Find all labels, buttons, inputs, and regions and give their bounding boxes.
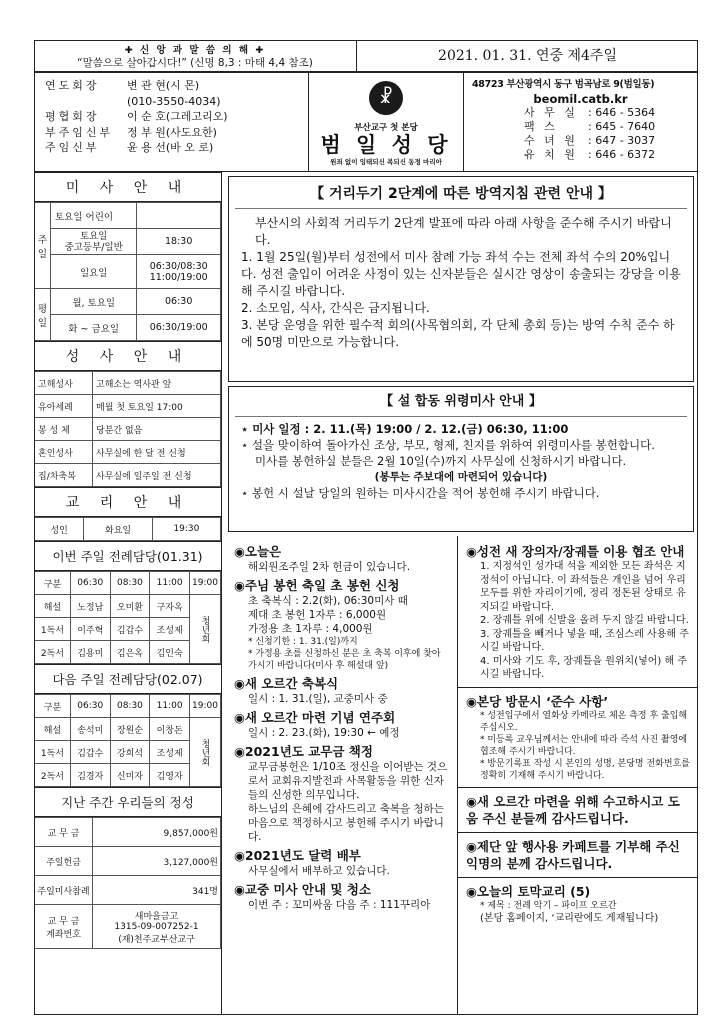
duty-cell: 해설 (35, 595, 71, 618)
contact-value: : 645 - 7640 (588, 120, 656, 133)
duty-cell: 장원순 (110, 718, 150, 741)
notice-heading: ◉교중 미사 안내 및 청소 (234, 882, 371, 897)
youth-group: 청년회 (190, 718, 221, 787)
slogan-title: ✚ 신 앙 과 말 씀 의 해 ✚ (124, 45, 266, 56)
logo-subtitle: 부산교구 첫 본당 (354, 123, 418, 133)
catechism-day: 화요일 (84, 518, 153, 541)
staff-role: 연도회장 (45, 79, 100, 92)
sacrament-info: 매월 첫 토요일 17:00 (93, 395, 221, 418)
offering-value: 341명 (93, 876, 221, 905)
contact-value: : 646 - 6372 (588, 148, 656, 161)
duty-header: 08:30 (110, 572, 150, 595)
contact-key: 팩 스 (524, 120, 558, 133)
mass-time: 18:30 (137, 229, 221, 255)
staff-role: 주임신부 (45, 141, 100, 154)
staff-name: 변 관 현(시 몬) (127, 79, 200, 92)
notice-line: * 신청기한 : 1. 31.(일)까지 (248, 637, 358, 647)
notice-line: 가정용 초 1자루 : 4,000원 (248, 623, 373, 635)
duty-cell: 조성제 (150, 741, 190, 764)
account-key: 교 무 금 계좌번호 (35, 905, 93, 949)
duty-cell: 김갑수 (110, 618, 150, 641)
mass-day: 화 ~ 금요일 (51, 315, 137, 341)
duty-cell: 신미자 (110, 764, 150, 787)
distancing-title: 【 거리두기 2단계에 따른 방역지침 관련 안내 】 (235, 183, 687, 209)
duty-header: 구분 (35, 572, 71, 595)
notice-heading: ◉주님 봉헌 축일 초 봉헌 신청 (234, 578, 400, 593)
catechism-time: 19:30 (152, 518, 220, 541)
mass-title: 미 사 안 내 (34, 172, 221, 202)
notice-heading: ◉새 오르간 마련을 위해 수고하시고 도움 주신 분들께 감사드립니다. (466, 793, 680, 826)
notice-line: 4. 미사와 기도 후, 장궤틀을 원위치(넣어) 해 주시길 바랍니다. (480, 655, 687, 680)
staff-name: 윤 용 선(바 오 로) (127, 141, 214, 154)
notice-line: 사무실에서 배부하고 있습니다. (248, 865, 390, 877)
notice-line: * 미등록 교우님께서는 안내에 따라 즉석 사진 촬영에 협조해 주시기 바랍니다. (480, 734, 688, 757)
account-line: 새마을금고 (134, 911, 179, 922)
notice-line: 3. 장궤틀을 빼거나 넣을 때, 조심스레 사용해 주시길 바랍니다. (480, 628, 689, 653)
notice-line: * 성전입구에서 열화상 카메라로 체온 측정 후 출입해 주십시오. (480, 710, 688, 733)
offering-key: 주일헌금 (35, 847, 93, 876)
chi-rho-emblem-icon: ☧ (369, 81, 403, 115)
duty-cell: 해설 (35, 718, 71, 741)
mass-day: 월, 토요일 (51, 289, 137, 315)
duty-cell: 송석미 (70, 718, 110, 741)
notice-line: 일시 : 1. 31.(일), 교중미사 중 (248, 693, 388, 705)
notice-heading: ◉오늘은 (234, 544, 282, 559)
contact-value: : 646 - 5364 (588, 106, 656, 119)
notice-heading: ◉2021년도 달력 배부 (234, 848, 361, 863)
offering-title: 지난 주간 우리들의 정성 (34, 787, 221, 817)
duty-cell: 구자옥 (150, 595, 190, 618)
sunday-label: 주일 (35, 203, 51, 289)
mass-day: 토요일 어린이 (51, 203, 137, 229)
contact-key: 유 치 원 (524, 148, 578, 161)
duty-cell: 김영자 (150, 764, 190, 787)
sacrament-title: 성 사 안 내 (34, 341, 221, 371)
notice-line: * 가정용 초를 신청하신 분은 초 축복 이후에 찾아 가시기 바랍니다(미사 후 해설대 앞) (248, 649, 441, 671)
duty-header: 구분 (35, 695, 71, 718)
duty-cell: 조성제 (150, 618, 190, 641)
sacrament-name: 혼인성사 (35, 441, 93, 464)
distancing-item: 2. 소모임, 식사, 간식은 금지됩니다. (241, 301, 430, 315)
notice-heading: ◉새 오르간 축복식 (234, 676, 339, 691)
staff-name: 이 순 호(그레고리오) (127, 110, 228, 123)
youth-group: 청년회 (190, 595, 221, 664)
duty-header: 08:30 (110, 695, 150, 718)
notice-heading: ◉성전 새 장의자/장궤틀 이용 협조 안내 (466, 544, 685, 559)
offering-key: 주일미사참례 (35, 876, 93, 905)
memorial-p3: (봉투는 주보대에 마련되어 있습니다) (374, 471, 548, 483)
website-link[interactable]: beomil.catb.kr (533, 92, 628, 106)
distancing-item: 3. 본당 운영을 위한 필수적 회의(사목협의회, 각 단체 총회 등)는 방역 수칙 준수 하에 50명 미만으로 가능합니다. (241, 318, 675, 349)
sacrament-name: 집/차축복 (35, 464, 93, 487)
memorial-title: 【 설 합동 위령미사 안내 】 (235, 391, 687, 417)
staff-name: 정 부 원(사도요한) (127, 125, 217, 139)
notice-heading: ◉본당 방문시 ‘준수 사항’ (466, 693, 609, 709)
mass-time: 06:30/19:00 (137, 315, 221, 341)
this-week-title: 이번 주일 전례담당(01.31) (34, 541, 221, 571)
issue-date: 2021. 01. 31. 연중 제4주일 (356, 40, 698, 72)
notice-heading: ◉제단 앞 행사용 카페트를 기부해 주신 익명의 분께 감사드립니다. (466, 838, 680, 871)
staff-name: (010-3550-4034) (127, 94, 221, 108)
duty-cell: 1독서 (35, 741, 71, 764)
sacrament-name: 고해성사 (35, 372, 93, 395)
mass-time: 06:30 (137, 289, 221, 315)
catechism-group: 성인 (35, 518, 84, 541)
notice-line: 이번 주 : 꼬미싸움 다음 주 : 111꾸리아 (248, 899, 431, 911)
duty-cell: 1독서 (35, 618, 71, 641)
account-line: (재)천주교부산교구 (118, 934, 195, 945)
notice-line: 2. 장궤틀 위에 신발을 올려 두지 않길 바랍니다. (480, 615, 689, 626)
duty-cell: 2독서 (35, 641, 71, 664)
duty-cell: 이주혁 (70, 618, 110, 641)
parish-name: 범 일 성 당 (320, 132, 452, 157)
catechism-title: 교 리 안 내 (34, 487, 221, 517)
parish-motto: 원죄 없이 잉태되신 복되신 동정 마리아 (330, 158, 442, 166)
duty-cell: 김인숙 (150, 641, 190, 664)
distancing-item: 1. 1월 25일(월)부터 성전에서 미사 참례 가능 좌석 수는 전체 좌석 수의 20%입니다. 성전 출입이 어려운 사정이 있는 신자분들은 실시간 영상이 송출되는 강당을 이용해 주시길 바랍니다. (241, 250, 681, 298)
duty-cell: 오미환 (110, 595, 150, 618)
distancing-intro: 부산시의 사회적 거리두기 2단계 발표에 따라 아래 사항을 준수해 주시기 바랍니다. (255, 216, 672, 247)
notice-line: 1. 지정석인 성가대 석을 제외한 모든 좌석은 지정석이 아닙니다. 이 좌석들은 개인을 넘어 우리 모두를 위한 자리이기에, 정리 정돈된 상태로 유지되길 바랍니다. (480, 561, 686, 613)
mass-day: 일요일 (51, 255, 137, 289)
memorial-p4: ⋆ 봉헌 시 설날 당일의 원하는 미사시간을 적어 봉헌해 주시기 바랍니다. (241, 486, 600, 500)
duty-cell: 2독서 (35, 764, 71, 787)
duty-cell: 김갑수 (70, 741, 110, 764)
sacrament-info: 사무실에 한 달 전 신청 (93, 441, 221, 464)
notice-line: 초 축복식 : 2.2(화), 06:30미사 때 (248, 595, 408, 607)
offering-value: 3,127,000원 (93, 847, 221, 876)
slogan-verse: “말씀으로 살아갑시다!” (신명 8,3 : 마태 4,4 참조) (77, 57, 313, 69)
contact-key: 수 녀 원 (524, 134, 578, 147)
weekday-label: 평일 (35, 289, 51, 341)
notice-line: 제대 초 봉헌 1자루 : 6,000원 (248, 609, 387, 621)
memorial-p1: ⋆ 설을 맞이하여 돌아가신 조상, 부모, 형제, 친지를 위하여 위령미사를 봉헌합니다. (241, 438, 655, 452)
contact-key: 사 무 실 (524, 106, 578, 119)
duty-cell: 이창돈 (150, 718, 190, 741)
account-line: 1315-09-007252-1 (114, 921, 199, 932)
duty-cell: 김용미 (70, 641, 110, 664)
mass-day: 토요일 중고등부/일반 (51, 229, 137, 255)
notice-line: (본당 홈페이지, ‘교리란에도 게재됩니다) (480, 912, 659, 924)
sacrament-info: 고해소는 역사관 앞 (93, 372, 221, 395)
duty-cell: 노정남 (70, 595, 110, 618)
staff-role: 부주임신부 (45, 125, 114, 139)
notice-line: * 방문기록표 작성 시 본인의 성명, 본당명 전화번호를 정확히 기재해 주시기 바랍니다. (480, 758, 690, 781)
offering-key: 교 무 금 (35, 818, 93, 847)
contact-value: : 647 - 3037 (588, 134, 656, 147)
offering-value: 9,857,000원 (93, 818, 221, 847)
notice-line: * 제목 : 전례 악기 – 파이프 오르간 (480, 900, 617, 911)
notice-heading: ◉오늘의 토막교리 (5) (466, 883, 591, 899)
notice-line: 교무금봉헌은 1/10조 정신을 이어받는 것으로서 교회유지발전과 사목활동을 위한 신자들의 신성한 의무입니다. (248, 761, 448, 801)
duty-cell: 강희석 (110, 741, 150, 764)
next-week-title: 다음 주일 전례담당(02.07) (34, 664, 221, 694)
sacrament-name: 유아세례 (35, 395, 93, 418)
sacrament-info: 사무실에 일주일 전 신청 (93, 464, 221, 487)
staff-role: 평협회장 (45, 110, 100, 123)
sacrament-name: 봉 성 체 (35, 418, 93, 441)
duty-header: 06:30 (70, 695, 110, 718)
duty-header: 19:00 (190, 572, 221, 595)
duty-header: 06:30 (70, 572, 110, 595)
duty-header: 11:00 (150, 572, 190, 595)
duty-cell: 김경자 (70, 764, 110, 787)
notice-heading: ◉2021년도 교무금 책정 (234, 744, 373, 759)
sacrament-info: 당분간 없음 (93, 418, 221, 441)
address: 48723 부산광역시 동구 범곡남로 9(범일동) (472, 79, 655, 90)
notice-line: 하느님의 은혜에 감사드리고 축복을 청하는 마음으로 책정하시고 봉헌해 주시기 바랍니다. (248, 803, 444, 843)
duty-cell: 김은옥 (110, 641, 150, 664)
page-frame (34, 40, 698, 1015)
memorial-schedule: ⋆ 미사 일정 : 2. 11.(목) 19:00 / 2. 12.(금) 06:30, 11:00 (241, 422, 569, 436)
notice-heading: ◉새 오르간 마련 기념 연주회 (234, 710, 396, 725)
duty-header: 19:00 (190, 695, 221, 718)
memorial-p2: 미사를 봉헌하실 분들은 2월 10일(수)까지 사무실에 신청하시기 바랍니다. (255, 454, 627, 468)
duty-header: 11:00 (150, 695, 190, 718)
notice-line: 해외원조주일 2차 헌금이 있습니다. (248, 561, 411, 573)
notice-line: 일시 : 2. 23.(화), 19:30 ← 예정 (248, 727, 400, 739)
mass-time: 06:30/08:30 11:00/19:00 (137, 255, 221, 289)
